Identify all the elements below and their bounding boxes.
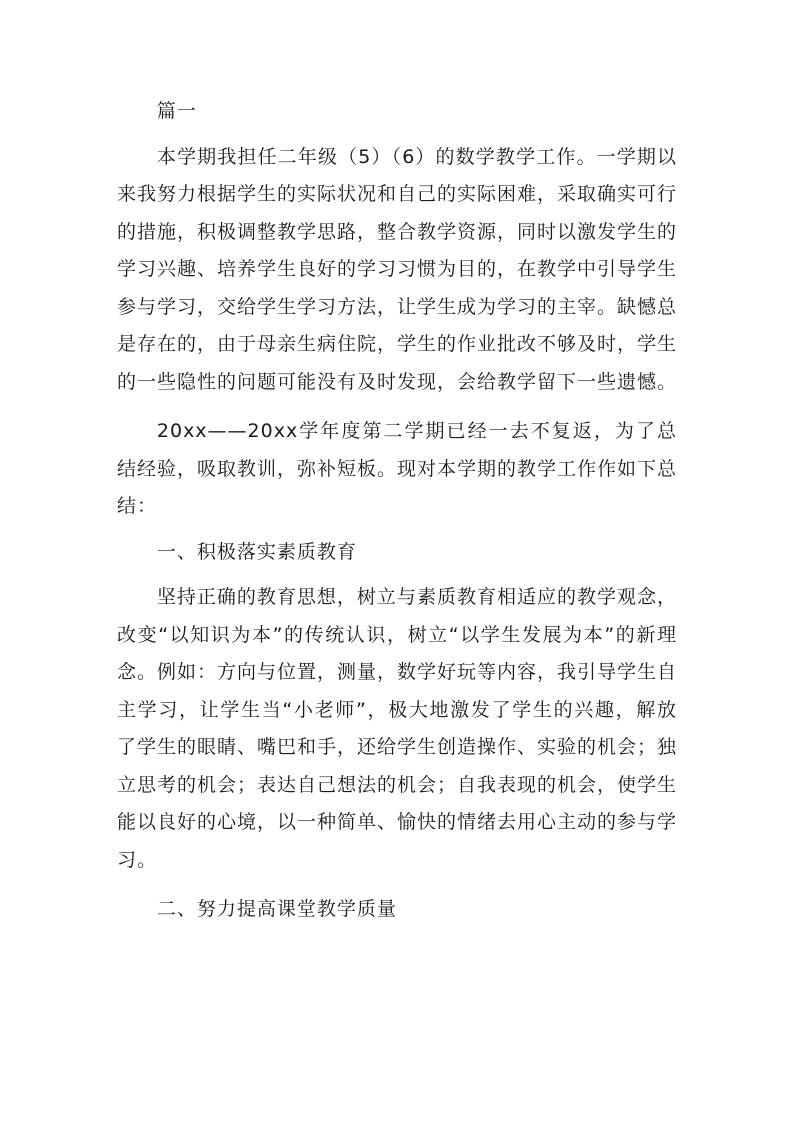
section-title: 篇一 [156,100,197,122]
summary-intro-paragraph: 20xx——20xx学年度第二学期已经一去不复返，为了总结经验，吸取教训，弥补短板。现对本学期的教学工作作如下总结： [117,420,678,517]
section-heading-1: 一、积极落实素质教育 [156,540,357,563]
document-body [117,93,677,929]
intro-paragraph: 本学期我担任二年级（5）（6）的数学教学工作。一学期以来我努力根据学生的实际状况和自己的实际困难，采取确实可行的措施，积极调整教学思路，整合教学资源，同时以激发学生的学习兴趣、培养学生良好的学习习惯为目的，在教学中引导学生参与学习，交给学生学习方法，让学生成为学习的主宰。缺憾总是存在的，由于母亲生病住院，学生的作业批改不够及时，学生的一些隐性的问题可能没有及时发现，会给教学留下一些遗憾。 [117,145,678,393]
section-heading-2: 二、努力提高课堂教学质量 [156,898,397,920]
section-body-1: 坚持正确的教育思想，树立与素质教育相适应的教学观念，改变“以知识为本”的传统认识，树立“以学生发展为本”的新理念。例如：方向与位置，测量，数学好玩等内容，我引导学生自主学习，让学生当“小老师”，极大地激发了学生的兴趣，解放了学生的眼睛、嘴巴和手，还给学生创造操作、实验的机会；独立思考的机会；表达自己想法的机会；自我表现的机会，使学生能以良好的心境，以一种简单、愉快的情绪去用心主动的参与学习。 [117,586,678,871]
